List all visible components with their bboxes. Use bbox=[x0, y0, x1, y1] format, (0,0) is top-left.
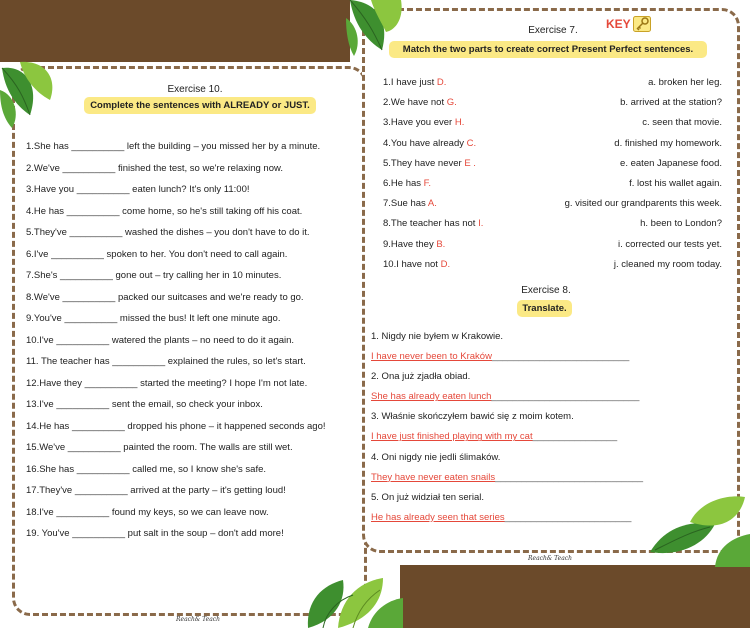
answer-blank[interactable]: __________ bbox=[76, 184, 130, 195]
match-answer: C. bbox=[466, 137, 477, 149]
answer-blank[interactable]: __________ bbox=[72, 528, 126, 539]
answer-blank[interactable]: __________ bbox=[56, 334, 110, 346]
translation-answer[interactable] bbox=[371, 391, 639, 402]
match-left-item bbox=[383, 158, 476, 169]
match-answer: B. bbox=[436, 238, 446, 250]
sentence-start: 18.I've bbox=[26, 506, 57, 518]
exercise-title: Exercise 7. bbox=[528, 25, 578, 36]
match-left-item bbox=[383, 97, 457, 108]
match-left-item bbox=[383, 198, 437, 209]
sentence-item bbox=[26, 270, 281, 281]
sentence-end: washed the dishes – you don't have to do it. bbox=[122, 227, 310, 238]
match-right-item: j. cleaned my room today. bbox=[613, 258, 722, 270]
match-right-item: d. finished my homework. bbox=[614, 137, 722, 149]
translation-prompt: 3. Właśnie skończyłem bawić się z moim kotem. bbox=[371, 411, 574, 423]
match-answer: H. bbox=[454, 117, 465, 129]
translation-answer[interactable] bbox=[371, 512, 631, 523]
match-stem: 5.They have never bbox=[383, 157, 465, 169]
match-stem: 9.Have they bbox=[383, 238, 437, 250]
background-panel-bottom-right bbox=[400, 565, 750, 628]
instruction-banner: Match the two parts to create correct Present Perfect sentences. bbox=[389, 41, 707, 58]
answer-blank[interactable]: __________ bbox=[66, 205, 120, 217]
sentence-item bbox=[26, 356, 306, 367]
match-answer: F. bbox=[423, 178, 432, 189]
answer-blank[interactable]: __________ bbox=[74, 485, 128, 496]
sentence-item bbox=[26, 378, 307, 389]
match-stem: 10.I have not bbox=[383, 258, 441, 270]
sentence-end: put salt in the soup – don't add more! bbox=[125, 528, 284, 539]
sentence-end: eaten lunch? It's only 11:00! bbox=[129, 184, 250, 195]
sentence-item bbox=[26, 442, 293, 453]
sentence-end: dropped his phone – it happened seconds ago! bbox=[124, 420, 326, 432]
sentence-end: sent the email, so check your inbox. bbox=[109, 399, 263, 410]
match-left-item bbox=[383, 138, 476, 149]
match-stem: 4.You have already bbox=[383, 137, 467, 149]
sentence-start: 9.You've bbox=[26, 313, 65, 324]
sentence-end: called me, so I know she's safe. bbox=[129, 463, 267, 475]
sentence-end: spoken to her. You don't need to call again. bbox=[103, 248, 288, 260]
answer-line: ____________________________ bbox=[495, 471, 644, 483]
match-right-item: h. been to London? bbox=[640, 218, 722, 230]
sentence-end: watered the plants – no need to do it again. bbox=[109, 334, 295, 346]
answer-blank[interactable]: __________ bbox=[71, 420, 125, 432]
match-stem: 7.Sue has bbox=[383, 198, 428, 210]
footer-logo: Reach& Teach bbox=[528, 555, 573, 562]
match-answer: G. bbox=[446, 97, 457, 109]
leaf-decoration-icon bbox=[0, 60, 60, 130]
sentence-start: 12.Have they bbox=[26, 377, 85, 389]
match-right-item: a. broken her leg. bbox=[648, 77, 722, 88]
sentence-end: explained the rules, so let's start. bbox=[165, 356, 306, 367]
sentence-start: 3.Have you bbox=[26, 184, 77, 195]
translation-prompt: 2. Ona już zjadła obiad. bbox=[371, 371, 471, 383]
sentence-item bbox=[26, 399, 263, 410]
sentence-start: 2.We've bbox=[26, 162, 63, 174]
leaf-decoration-icon bbox=[298, 560, 403, 628]
leaf-decoration-icon bbox=[645, 492, 750, 567]
match-answer: I. bbox=[478, 218, 484, 230]
match-left-item bbox=[383, 178, 431, 189]
match-left-item bbox=[383, 239, 445, 250]
sentence-start: 15.We've bbox=[26, 442, 68, 453]
match-stem: 6.He has bbox=[383, 178, 424, 189]
answer-blank[interactable]: __________ bbox=[112, 356, 166, 367]
answer-blank[interactable]: __________ bbox=[69, 227, 123, 238]
match-right-item: f. lost his wallet again. bbox=[629, 178, 722, 189]
sentence-start: 14.He has bbox=[26, 420, 72, 432]
answer-blank[interactable]: __________ bbox=[56, 506, 110, 518]
match-left-item bbox=[383, 117, 464, 128]
answer-blank[interactable]: __________ bbox=[67, 442, 121, 453]
key-icon bbox=[633, 16, 651, 32]
sentence-end: found my keys, so we can leave now. bbox=[109, 506, 269, 518]
instruction-banner: Complete the sentences with ALREADY or JUST. bbox=[84, 97, 316, 114]
answer-line: ____________________________ bbox=[491, 391, 640, 403]
sentence-start: 13.I've bbox=[26, 399, 57, 410]
sentence-item bbox=[26, 227, 310, 238]
exercise-title: Exercise 8. bbox=[521, 285, 571, 296]
sentence-item bbox=[26, 141, 320, 152]
sentence-item bbox=[26, 335, 294, 346]
answer-blank[interactable]: __________ bbox=[51, 248, 104, 260]
answer-blank[interactable]: __________ bbox=[71, 141, 125, 152]
translation-answer[interactable] bbox=[371, 472, 643, 483]
match-right-item: c. seen that movie. bbox=[642, 117, 722, 129]
answer-blank[interactable]: __________ bbox=[62, 162, 116, 174]
sentence-item bbox=[26, 507, 269, 518]
match-right-item: e. eaten Japanese food. bbox=[620, 157, 722, 169]
answer-text: She has already eaten lunch bbox=[371, 391, 492, 403]
translation-prompt: 5. On już widział ten serial. bbox=[371, 491, 484, 503]
sentence-start: 1.She has bbox=[26, 141, 72, 152]
sentence-item bbox=[26, 464, 266, 475]
match-left-item bbox=[383, 259, 450, 270]
answer-blank[interactable]: __________ bbox=[64, 313, 118, 324]
sentence-end: missed the bus! It left one minute ago. bbox=[117, 313, 281, 324]
sentence-start: 6.I've bbox=[26, 248, 52, 260]
match-stem: 8.The teacher has not bbox=[383, 218, 479, 230]
key-text: KEY bbox=[606, 17, 631, 31]
instruction-banner: Translate. bbox=[517, 300, 572, 317]
footer-logo: Reach& Teach bbox=[176, 616, 221, 623]
match-answer: D. bbox=[440, 258, 451, 270]
match-answer: E . bbox=[464, 157, 476, 169]
sentence-item bbox=[26, 184, 250, 195]
match-stem: 2.We have not bbox=[383, 97, 447, 109]
match-right-item: i. corrected our tests yet. bbox=[617, 238, 722, 250]
answer-text: I have never been to Kraków bbox=[371, 351, 492, 362]
sentence-start: 8.We've bbox=[26, 291, 63, 303]
sentence-start: 17.They've bbox=[26, 485, 75, 496]
translation-prompt: 1. Nigdy nie byłem w Krakowie. bbox=[371, 331, 503, 342]
sentence-item bbox=[26, 313, 280, 324]
match-right-item: g. visited our grandparents this week. bbox=[564, 198, 722, 210]
sentence-end: packed our suitcases and we're ready to go. bbox=[115, 291, 304, 303]
match-left-item bbox=[383, 218, 483, 229]
match-stem: 1.I have just bbox=[383, 77, 437, 88]
sentence-start: 4.He has bbox=[26, 205, 67, 217]
sentence-item bbox=[26, 163, 283, 174]
match-left-item bbox=[383, 77, 446, 88]
key-label bbox=[606, 17, 631, 31]
match-stem: 3.Have you ever bbox=[383, 117, 455, 129]
sentence-end: gone out – try calling her in 10 minutes. bbox=[112, 270, 282, 281]
answer-line: ________________________ bbox=[504, 511, 632, 523]
sentence-start: 19. You've bbox=[26, 528, 73, 539]
sentence-item bbox=[26, 485, 286, 496]
sentence-end: painted the room. The walls are still wet. bbox=[120, 442, 293, 453]
match-answer: A. bbox=[427, 198, 437, 210]
answer-blank[interactable]: __________ bbox=[76, 463, 130, 475]
answer-blank[interactable]: __________ bbox=[56, 399, 110, 410]
answer-blank[interactable]: __________ bbox=[84, 377, 138, 389]
sentence-item bbox=[26, 421, 326, 432]
match-right-item: b. arrived at the station? bbox=[620, 97, 722, 109]
translation-answer[interactable] bbox=[371, 431, 617, 442]
background-panel-top-left bbox=[0, 0, 350, 62]
answer-text: I have just finished playing with my cat bbox=[371, 431, 533, 443]
sentence-item bbox=[26, 206, 302, 217]
match-answer: D. bbox=[436, 77, 447, 88]
answer-line: ________________ bbox=[532, 431, 618, 443]
sentence-end: come home, so he's still taking off his coat. bbox=[119, 205, 303, 217]
sentence-end: started the meeting? I hope I'm not late. bbox=[137, 377, 308, 389]
sentence-start: 11. The teacher has bbox=[26, 356, 113, 367]
sentence-item bbox=[26, 528, 284, 539]
sentence-end: finished the test, so we're relaxing now. bbox=[115, 162, 283, 174]
answer-blank[interactable]: __________ bbox=[62, 291, 116, 303]
sentence-start: 10.I've bbox=[26, 334, 57, 346]
sentence-start: 16.She has bbox=[26, 463, 77, 475]
sentence-start: 7.She's bbox=[26, 270, 61, 281]
answer-blank[interactable]: __________ bbox=[60, 270, 113, 281]
translation-prompt: 4. Oni nigdy nie jedli ślimaków. bbox=[371, 451, 501, 463]
translation-answer[interactable] bbox=[371, 351, 629, 362]
answer-text: He has already seen that series bbox=[371, 511, 505, 523]
sentence-item bbox=[26, 249, 287, 260]
sentence-end: arrived at the party – it's getting loud! bbox=[127, 485, 286, 496]
sentence-item bbox=[26, 292, 304, 303]
sentence-start: 5.They've bbox=[26, 227, 70, 238]
exercise-title: Exercise 10. bbox=[167, 84, 223, 95]
answer-line: __________________________ bbox=[491, 351, 630, 362]
sentence-end: left the building – you missed her by a minute. bbox=[124, 141, 321, 152]
answer-text: They have never eaten snails bbox=[371, 471, 496, 483]
